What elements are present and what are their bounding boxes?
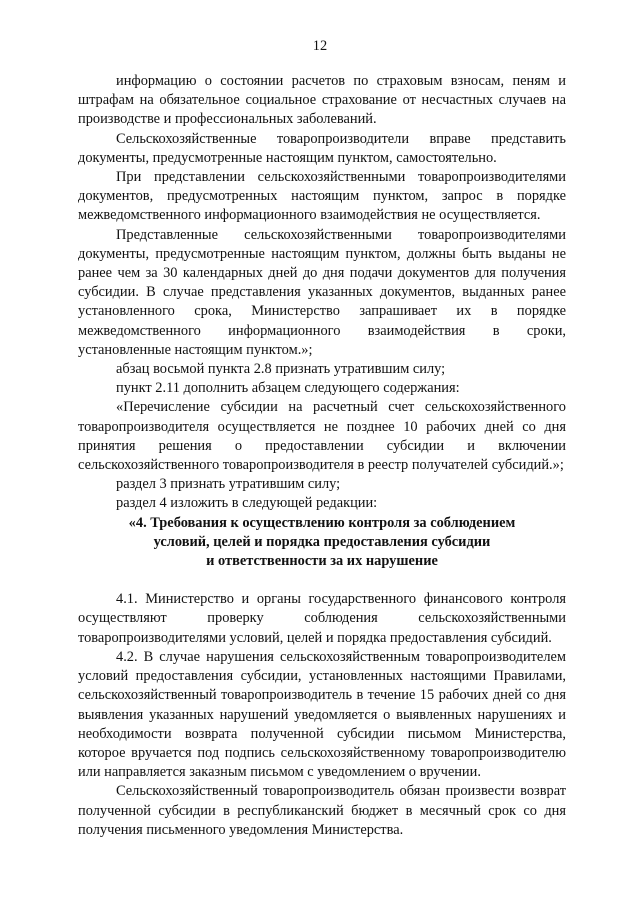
section-heading-line: «4. Требования к осуществлению контроля за соблюдением <box>128 514 516 531</box>
section-heading-line: условий, целей и порядка предоставления субсидии <box>153 533 491 550</box>
paragraph: абзац восьмой пункта 2.8 признать утратившим силу; <box>116 361 446 378</box>
paragraph: Представленные сельскохозяйственными товаропроизводителями документы, предусмотренные настоящим пунктом, должны быть выданы не ранее чем за 30 календарных дней до дня подачи документов для получения субсидии. В случае представления указанных документов, выданных ранее установленного срока, Министерство запрашивает их в порядке межведомственного информационного взаимодействия в сроки, установленные настоящим пунктом.»; <box>78 226 566 358</box>
document-body <box>78 72 566 840</box>
page-number: 12 <box>312 38 328 54</box>
paragraph: «Перечисление субсидии на расчетный счет сельскохозяйственного товаропроизводителя осуществляется не позднее 10 рабочих дней со дня принятия решения о предоставлении субсидии и включении сельскохозяйственного товаропроизводителя в реестр получателей субсидий.»; <box>78 399 566 474</box>
paragraph: Сельскохозяйственные товаропроизводители вправе представить документы, предусмотренные настоящим пунктом, самостоятельно. <box>78 130 566 166</box>
paragraph: Сельскохозяйственный товаропроизводитель обязан произвести возврат полученной субсидии в республиканский бюджет в месячный срок со дня получения письменного уведомления Министерства. <box>78 783 566 838</box>
paragraph: 4.2. В случае нарушения сельскохозяйственным товаропроизводителем условий предоставления субсидии, установленных настоящими Правилами, сельскохозяйственный товаропроизводитель в течение 15 рабочих дней со дня выявления указанных нарушений уведомляется о выявленных нарушениях и необходимости возврата полученной субсидии письмом Министерства, которое вручается под подпись сельскохозяйственному товаропроизводителю или направляется заказным письмом с уведомлением о вручении. <box>78 648 566 781</box>
blank-line <box>78 571 566 590</box>
section-heading-line: и ответственности за их нарушение <box>206 553 438 570</box>
paragraph: 4.1. Министерство и органы государственного финансового контроля осуществляют проверку соблюдения сельскохозяйственными товаропроизводителями условий, целей и порядка предоставления субсидий. <box>78 591 566 646</box>
paragraph: информацию о состоянии расчетов по страховым взносам, пеням и штрафам на обязательное социальное страхование от несчастных случаев на производстве и профессиональных заболеваний. <box>78 73 566 128</box>
paragraph: раздел 4 изложить в следующей редакции: <box>116 495 378 512</box>
paragraph: раздел 3 признать утратившим силу; <box>116 476 341 493</box>
section-heading <box>78 514 566 572</box>
paragraph: При представлении сельскохозяйственными товаропроизводителями документов, предусмотренных настоящим пунктом, запрос в порядке межведомственного информационного взаимодействия не осуществляется. <box>78 169 566 224</box>
paragraph: пункт 2.11 дополнить абзацем следующего содержания: <box>116 380 460 397</box>
